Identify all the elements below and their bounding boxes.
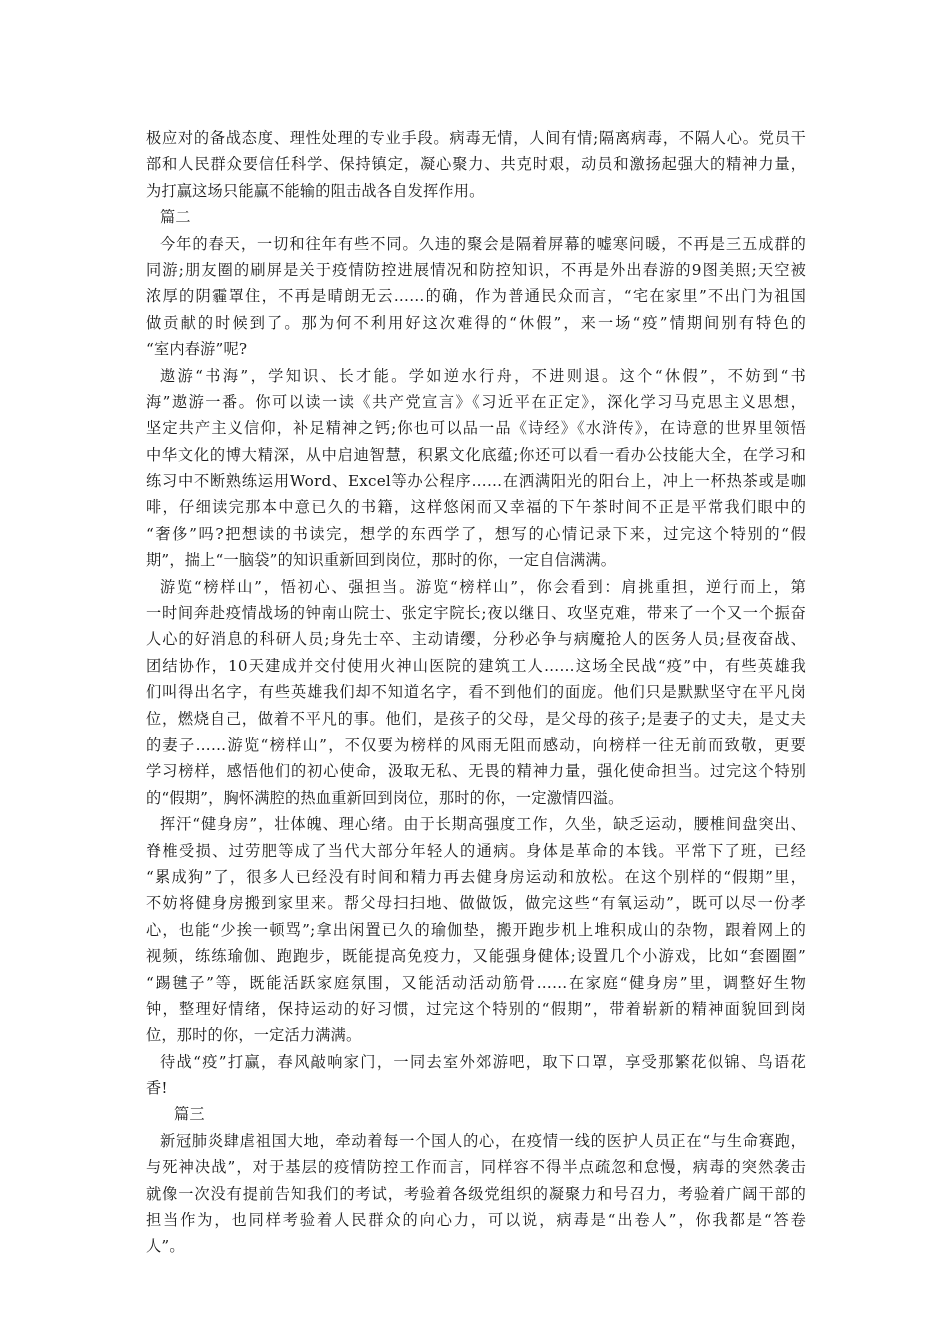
paragraph-line: 一时间奔赴疫情战场的钟南山院士、张定宇院长;夜以继日、攻坚克难，带来了一个又一个振奋 (146, 604, 806, 623)
paragraph-line: 中华文化的博大精深，从中启迪智慧，积累文化底蕴;你还可以看一看办公技能大全，在学习和 (146, 445, 806, 464)
paragraph-line: 的“假期”，胸怀满腔的热血重新回到岗位，那时的你，一定激情四溢。 (146, 788, 624, 807)
paragraph-line: “奢侈”吗?把想读的书读完，想学的东西学了，想写的心情记录下来，过完这个特别的“假 (146, 524, 806, 543)
paragraph-line: 们叫得出名字，有些英雄我们却不知道名字，看不到他们的面庞。他们只是默默坚守在平凡岗 (146, 683, 806, 702)
paragraph-line: 就像一次没有提前告知我们的考试，考验着各级党组织的凝聚力和号召力，考验着广阔干部的 (146, 1184, 806, 1203)
paragraph-line: 人心的好消息的科研人员;身先士卒、主动请缨，分秒必争与病魔抢人的医务人员;昼夜奋战、 (146, 630, 806, 649)
paragraph (146, 231, 806, 363)
paragraph-line: 遨游“书海”，学知识、长才能。学如逆水行舟，不进则退。这个“休假”，不妨到“书 (160, 366, 806, 385)
paragraph (146, 1128, 806, 1260)
paragraph-line: 待战“疫”打赢，春风敲响家门，一同去室外郊游吧，取下口罩，享受那繁花似锦、鸟语花 (160, 1052, 806, 1071)
document-body (146, 125, 806, 1260)
paragraph (146, 574, 806, 812)
paragraph-line: 啡，仔细读完那本中意已久的书籍，这样悠闲而又幸福的下午茶时间不正是平常我们眼中的 (146, 498, 806, 517)
paragraph-line: 期”，揣上“一脑袋”的知识重新回到岗位，那时的你，一定自信满满。 (146, 551, 617, 570)
paragraph-line: 今年的春天，一切和往年有些不同。久违的聚会是隔着屏幕的嘘寒问暖，不再是三五成群的 (160, 234, 806, 253)
paragraph-line: 视频，练练瑜伽、跑跑步，既能提高免疫力，又能强身健体;设置几个小游戏，比如“套圈圈” (146, 947, 806, 966)
paragraph-line: 同游;朋友圈的刷屏是关于疫情防控进展情况和防控知识，不再是外出春游的9图美照;天空被 (146, 260, 806, 279)
paragraph-line: 游览“榜样山”，悟初心、强担当。游览“榜样山”，你会看到：肩挑重担，逆行而上，第 (160, 577, 806, 596)
paragraph-line: 新冠肺炎肆虐祖国大地，牵动着每一个国人的心，在疫情一线的医护人员正在“与生命赛跑， (160, 1131, 806, 1150)
paragraph (146, 811, 806, 1049)
paragraph-line: 极应对的备战态度、理性处理的专业手段。病毒无情，人间有情;隔离病毒，不隔人心。党员干 (146, 129, 806, 147)
paragraph-line: 人”。 (146, 1237, 185, 1256)
paragraph-line: 挥汗“健身房”，壮体魄、理心绪。由于长期高强度工作，久坐，缺乏运动，腰椎间盘突出、 (160, 815, 806, 834)
paragraph-line: “累成狗”了，很多人已经没有时间和精力再去健身房运动和放松。在这个别样的“假期”里， (146, 867, 806, 886)
paragraph-line: 学习榜样，感悟他们的初心使命，汲取无私、无畏的精神力量，强化使命担当。过完这个特别 (146, 762, 806, 781)
paragraph-line: 担当作为，也同样考验着人民群众的向心力，可以说，病毒是“出卷人”，你我都是“答卷 (146, 1211, 806, 1230)
paragraph-line: 位，燃烧自己，做着不平凡的事。他们，是孩子的父母，是父母的孩子;是妻子的丈夫，是丈夫 (146, 709, 806, 728)
paragraph-line: 钟，整理好情绪，保持运动的好习惯，过完这个特别的“假期”，带着崭新的精神面貌回到岗 (146, 999, 806, 1018)
document-page (146, 125, 806, 1260)
paragraph (146, 363, 806, 574)
paragraph-line: 练习中不断熟练运用Word、Excel等办公程序……在洒满阳光的阳台上，冲上一杯热茶或是咖 (146, 472, 806, 491)
paragraph-line: 心，也能“少挨一顿骂”;拿出闲置已久的瑜伽垫，搬开跑步机上堆积成山的杂物，跟着网上的 (146, 920, 806, 939)
paragraph-line: 的妻子……游览“榜样山”，不仅要为榜样的风雨无阻而感动，向榜样一往无前而致敬，更要 (146, 735, 806, 754)
paragraph (146, 125, 806, 204)
paragraph-line: 做贡献的时候到了。那为何不利用好这次难得的“休假”，来一场“疫”情期间别有特色的 (146, 313, 806, 332)
section-heading: 篇三 (174, 1105, 205, 1124)
paragraph-line: 为打赢这场只能赢不能输的阻击战各自发挥作用。 (146, 181, 485, 200)
paragraph-line: “室内春游”呢? (146, 340, 248, 359)
paragraph-line: 部和人民群众要信任科学、保持镇定，凝心聚力、共克时艰，动员和激扬起强大的精神力量， (146, 155, 806, 174)
paragraph-line: 不妨将健身房搬到家里来。帮父母扫扫地、做做饭，做完这些“有氧运动”，既可以尽一份孝 (146, 894, 806, 913)
paragraph-line: 脊椎受损、过劳肥等成了当代大部分年轻人的通病。身体是革命的本钱。平常下了班，已经 (146, 841, 806, 860)
paragraph-line: 浓厚的阴霾罩住，不再是晴朗无云……的确，作为普通民众而言，“宅在家里”不出门为祖国 (146, 287, 806, 306)
paragraph-line: 位，那时的你，一定活力满满。 (146, 1026, 362, 1045)
section-heading: 篇二 (160, 208, 191, 227)
paragraph (146, 1049, 806, 1102)
paragraph-line: 坚定共产主义信仰，补足精神之钙;你也可以品一品《诗经》《水浒传》，在诗意的世界里领悟 (146, 419, 806, 438)
paragraph-line: 香! (146, 1079, 168, 1098)
paragraph-line: 团结协作，10天建成并交付使用火神山医院的建筑工人……这场全民战“疫”中，有些英雄我 (146, 656, 806, 675)
paragraph-line: 海”遨游一番。你可以读一读《共产党宣言》《习近平在正定》，深化学习马克思主义思想， (146, 392, 806, 411)
paragraph-line: “踢毽子”等，既能活跃家庭氛围，又能活动活动筋骨……在家庭“健身房”里，调整好生物 (146, 973, 806, 992)
paragraph-line: 与死神决战”，对于基层的疫情防控工作而言，同样容不得半点疏忽和怠慢，病毒的突然袭击 (146, 1158, 806, 1177)
